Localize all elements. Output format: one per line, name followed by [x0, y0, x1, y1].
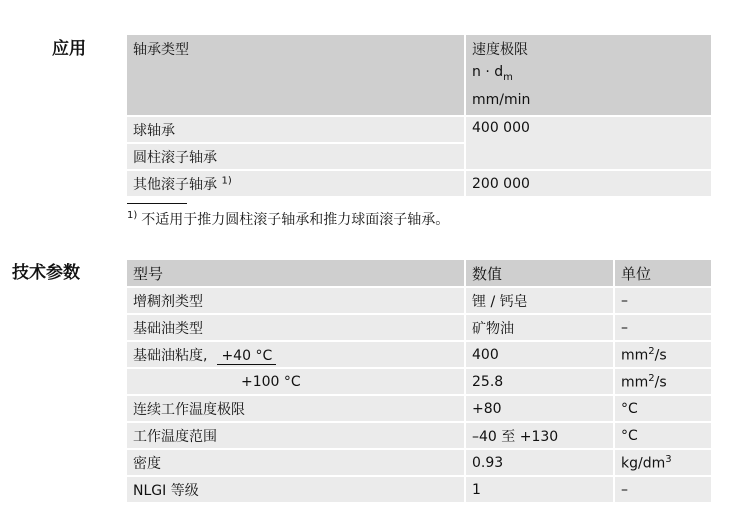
table-row [127, 287, 711, 314]
table-row [127, 170, 711, 196]
param-unit: °C [614, 395, 711, 422]
application-table [127, 35, 711, 196]
header-bearing-type: 轴承类型 [127, 35, 465, 116]
param-name: NLGI 等级 [127, 476, 465, 502]
viscosity-temp: +40 °C [217, 348, 276, 365]
param-value: 锂 / 钙皂 [465, 287, 614, 314]
speed-unit: mm/min [472, 91, 531, 108]
header-unit: 单位 [614, 260, 711, 287]
param-value: 400 [465, 341, 614, 368]
bearing-type-cell: 球轴承 [127, 116, 465, 143]
header-value: 数值 [465, 260, 614, 287]
param-value: 0.93 [465, 449, 614, 476]
param-value: +80 [465, 395, 614, 422]
param-unit: $mm^2/s$ [614, 368, 711, 395]
speed-value-cell: 400 000 [465, 116, 711, 170]
table-row [127, 449, 711, 476]
viscosity-temp: +100 °C [241, 373, 301, 390]
param-name: 基础油粘度, +40 °C [127, 341, 465, 368]
speed-value-cell: 200 000 [465, 170, 711, 196]
speed-limit-label: 速度极限 [472, 42, 528, 58]
param-name: 基础油类型 [127, 314, 465, 341]
footnote [127, 209, 449, 229]
param-value: –40 至 +130 [465, 422, 614, 449]
section-label-application: 应用 [52, 39, 86, 59]
table-row [127, 116, 711, 143]
param-name: 工作温度范围 [127, 422, 465, 449]
bearing-type-cell: 其他滚子轴承 $^{1)}$ [127, 170, 465, 196]
param-value: 25.8 [465, 368, 614, 395]
technical-table-header [127, 260, 711, 287]
param-value: 矿物油 [465, 314, 614, 341]
speed-formula: $n \cdot d_m$ [472, 64, 513, 83]
table-row [127, 341, 711, 368]
section-label-technical: 技术参数 [12, 263, 80, 283]
table-row [127, 368, 711, 395]
header-speed-limit [465, 35, 711, 116]
footnote-ref: 1) [221, 174, 232, 186]
param-unit: $mm^2/s$ [614, 341, 711, 368]
technical-table [127, 260, 711, 502]
header-model: 型号 [127, 260, 465, 287]
param-unit: – [614, 314, 711, 341]
table-row [127, 422, 711, 449]
param-name [127, 368, 465, 395]
bearing-type-cell: 圆柱滚子轴承 [127, 143, 465, 170]
table-row [127, 314, 711, 341]
param-name: 连续工作温度极限 [127, 395, 465, 422]
param-name: 密度 [127, 449, 465, 476]
param-unit: – [614, 476, 711, 502]
table-row [127, 476, 711, 502]
param-unit: – [614, 287, 711, 314]
param-unit: °C [614, 422, 711, 449]
param-unit: $kg/dm^3$ [614, 449, 711, 476]
param-name: 增稠剂类型 [127, 287, 465, 314]
footnote-text: 不适用于推力圆柱滚子轴承和推力球面滚子轴承。 [141, 212, 450, 228]
footnote-divider [127, 203, 187, 204]
param-value: 1 [465, 476, 614, 502]
application-table-header [127, 35, 711, 116]
table-row [127, 395, 711, 422]
footnote-mark: 1) [127, 210, 138, 222]
